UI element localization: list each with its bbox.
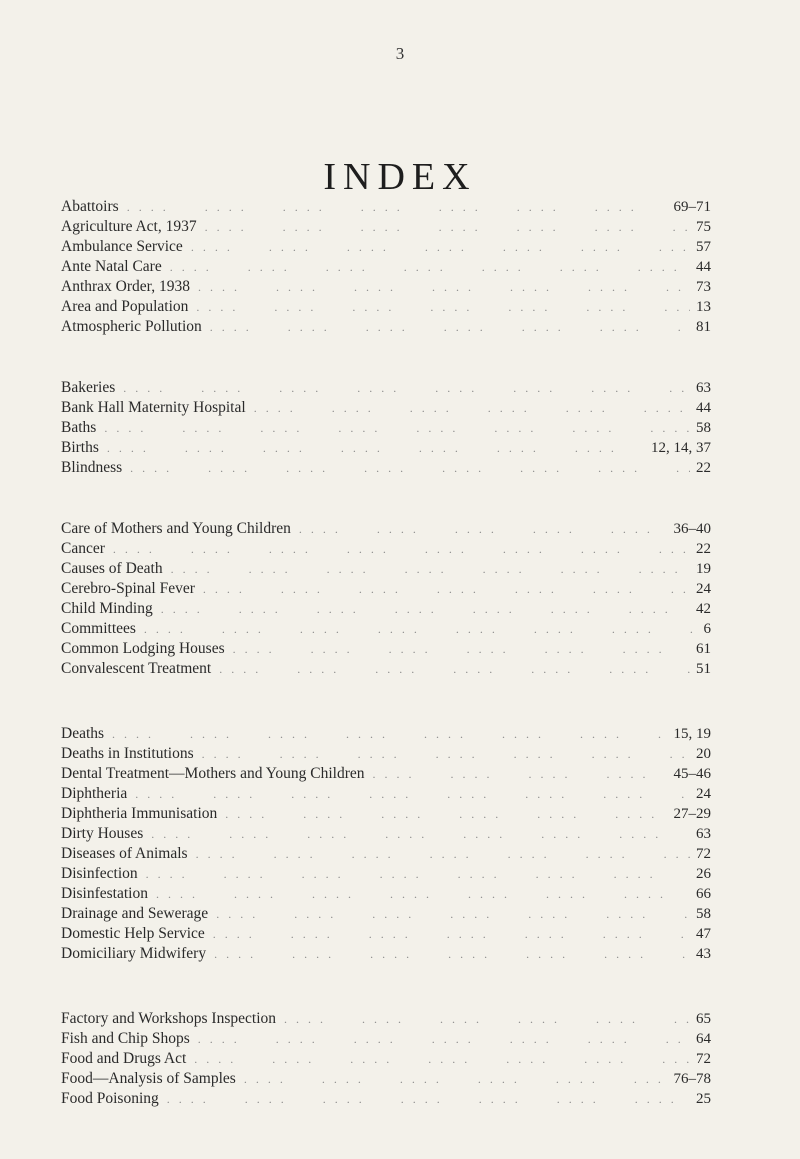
dot-leader (198, 1029, 690, 1049)
index-entry (61, 884, 711, 904)
index-entry (61, 804, 711, 824)
index-subject: Deaths in Institutions (61, 745, 194, 762)
dot-leader (194, 1049, 690, 1069)
index-pages: 57 (696, 239, 711, 255)
index-subject: Atmospheric Pollution (61, 318, 202, 335)
index-entry (61, 844, 711, 864)
index-entry (61, 378, 711, 398)
index-entry (61, 559, 711, 579)
index-pages: 64 (696, 1031, 711, 1047)
index-pages: 19 (696, 561, 711, 577)
index-pages: 12, 14, 37 (651, 440, 711, 456)
dot-leader (170, 257, 690, 277)
index-entry (61, 724, 711, 744)
dot-leader (127, 197, 668, 217)
dot-leader (196, 297, 690, 317)
index-entry (61, 237, 711, 257)
index-entry (61, 317, 711, 337)
dot-leader (156, 884, 690, 904)
dot-leader (167, 1089, 690, 1109)
index-entry (61, 744, 711, 764)
index-entry (61, 944, 711, 964)
index-subject: Child Minding (61, 600, 153, 617)
dot-leader (373, 764, 668, 784)
index-subject: Cancer (61, 540, 105, 557)
index-subject: Area and Population (61, 298, 189, 315)
index-entry (61, 619, 711, 639)
index-pages: 47 (696, 926, 711, 942)
index-pages: 81 (696, 319, 711, 335)
index-pages: 75 (696, 219, 711, 235)
index-subject: Baths (61, 419, 97, 436)
index-subject: Drainage and Sewerage (61, 905, 209, 922)
dot-leader (198, 277, 690, 297)
dot-leader (130, 458, 690, 478)
index-entry (61, 277, 711, 297)
index-subject: Food and Drugs Act (61, 1050, 187, 1067)
index-pages: 69–71 (673, 199, 711, 215)
index-pages: 27–29 (673, 806, 711, 822)
index-entry (61, 784, 711, 804)
index-entry (61, 418, 711, 438)
index-subject: Agriculture Act, 1937 (61, 218, 197, 235)
index-group (61, 519, 711, 679)
index-entry (61, 297, 711, 317)
index-subject: Care of Mothers and Young Children (61, 520, 291, 537)
index-subject: Ambulance Service (61, 238, 183, 255)
index-subject: Food—Analysis of Samples (61, 1070, 236, 1087)
index-pages: 36–40 (673, 521, 711, 537)
index-entry (61, 764, 711, 784)
index-entry (61, 824, 711, 844)
index-entry (61, 217, 711, 237)
index-subject: Common Lodging Houses (61, 640, 225, 657)
index-subject: Blindness (61, 459, 123, 476)
index-list (61, 197, 711, 1150)
dot-leader (151, 824, 690, 844)
index-entry (61, 864, 711, 884)
index-pages: 6 (703, 621, 711, 637)
index-group (61, 1009, 711, 1109)
index-pages: 76–78 (673, 1071, 711, 1087)
index-entry (61, 539, 711, 559)
dot-leader (233, 639, 690, 659)
dot-leader (219, 659, 690, 679)
index-subject: Fish and Chip Shops (61, 1030, 190, 1047)
index-pages: 63 (696, 826, 711, 842)
index-subject: Domestic Help Service (61, 925, 205, 942)
index-pages: 22 (696, 460, 711, 476)
index-subject: Dental Treatment—Mothers and Young Children (61, 765, 365, 782)
dot-leader (254, 398, 690, 418)
index-entry (61, 257, 711, 277)
index-subject: Disinfection (61, 865, 138, 882)
index-pages: 43 (696, 946, 711, 962)
index-pages: 24 (696, 786, 711, 802)
dot-leader (244, 1069, 668, 1089)
page-title: INDEX (323, 156, 477, 199)
index-subject: Factory and Workshops Inspection (61, 1010, 277, 1027)
dot-leader (213, 924, 690, 944)
index-subject: Domiciliary Midwifery (61, 945, 207, 962)
index-entry (61, 904, 711, 924)
index-subject: Diseases of Animals (61, 845, 188, 862)
dot-leader (214, 944, 690, 964)
index-group (61, 197, 711, 337)
index-pages: 63 (696, 380, 711, 396)
index-pages: 44 (696, 400, 711, 416)
index-pages: 25 (696, 1091, 711, 1107)
index-entry (61, 458, 711, 478)
index-entry (61, 924, 711, 944)
index-entry (61, 1049, 711, 1069)
index-pages: 65 (696, 1011, 711, 1027)
index-subject: Deaths (61, 725, 105, 742)
dot-leader (144, 619, 698, 639)
index-subject: Dirty Houses (61, 825, 144, 842)
dot-leader (107, 438, 645, 458)
dot-leader (171, 559, 690, 579)
index-subject: Bakeries (61, 379, 116, 396)
dot-leader (112, 724, 667, 744)
index-entry (61, 519, 711, 539)
dot-leader (205, 217, 690, 237)
index-pages: 22 (696, 541, 711, 557)
page-number: 3 (395, 44, 405, 63)
dot-leader (146, 864, 690, 884)
dot-leader (284, 1009, 690, 1029)
index-subject: Abattoirs (61, 198, 119, 215)
index-subject: Convalescent Treatment (61, 660, 212, 677)
index-pages: 24 (696, 581, 711, 597)
index-entry (61, 659, 711, 679)
index-entry (61, 1009, 711, 1029)
dot-leader (113, 539, 690, 559)
dot-leader (202, 744, 690, 764)
index-subject: Disinfestation (61, 885, 148, 902)
dot-leader (299, 519, 668, 539)
dot-leader (216, 904, 690, 924)
index-entry (61, 1029, 711, 1049)
dot-leader (225, 804, 667, 824)
index-pages: 73 (696, 279, 711, 295)
dot-leader (196, 844, 690, 864)
dot-leader (210, 317, 690, 337)
index-entry (61, 398, 711, 418)
dot-leader (104, 418, 690, 438)
index-entry (61, 197, 711, 217)
index-pages: 42 (696, 601, 711, 617)
index-entry (61, 1089, 711, 1109)
index-pages: 20 (696, 746, 711, 762)
index-group (61, 378, 711, 478)
index-pages: 66 (696, 886, 711, 902)
dot-leader (161, 599, 690, 619)
index-subject: Cerebro-Spinal Fever (61, 580, 195, 597)
index-subject: Ante Natal Care (61, 258, 162, 275)
index-subject: Committees (61, 620, 136, 637)
index-subject: Anthrax Order, 1938 (61, 278, 190, 295)
index-pages: 26 (696, 866, 711, 882)
index-pages: 72 (696, 846, 711, 862)
dot-leader (191, 237, 690, 257)
index-entry (61, 639, 711, 659)
index-group (61, 724, 711, 964)
index-subject: Diphtheria (61, 785, 128, 802)
dot-leader (203, 579, 690, 599)
index-pages: 61 (696, 641, 711, 657)
index-subject: Diphtheria Immunisation (61, 805, 218, 822)
index-pages: 58 (696, 420, 711, 436)
index-pages: 13 (696, 299, 711, 315)
index-pages: 15, 19 (673, 726, 711, 742)
index-subject: Births (61, 439, 99, 456)
index-pages: 51 (696, 661, 711, 677)
index-pages: 72 (696, 1051, 711, 1067)
index-entry (61, 599, 711, 619)
index-entry (61, 579, 711, 599)
index-pages: 58 (696, 906, 711, 922)
index-pages: 45–46 (673, 766, 711, 782)
dot-leader (135, 784, 690, 804)
index-subject: Bank Hall Maternity Hospital (61, 399, 246, 416)
index-subject: Causes of Death (61, 560, 163, 577)
index-entry (61, 1069, 711, 1089)
index-entry (61, 438, 711, 458)
dot-leader (123, 378, 690, 398)
index-pages: 44 (696, 259, 711, 275)
index-subject: Food Poisoning (61, 1090, 159, 1107)
